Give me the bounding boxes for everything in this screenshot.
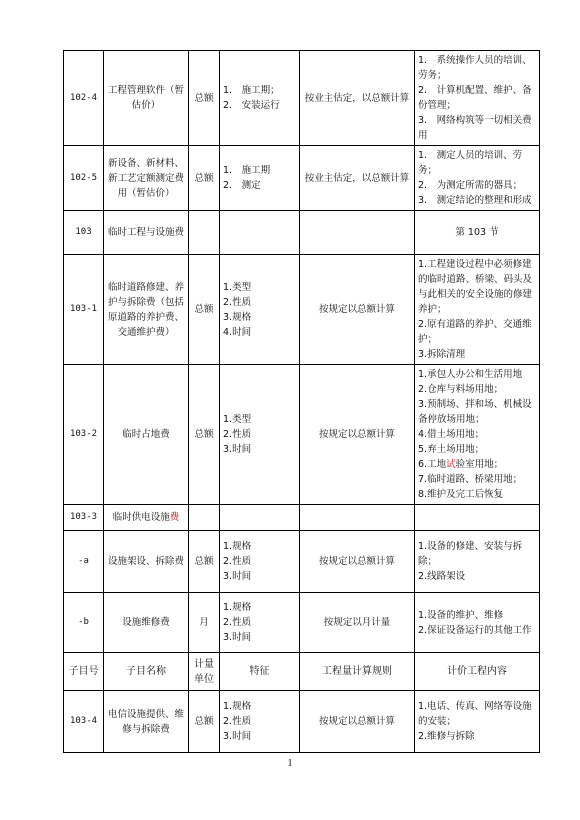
feature-item: 2.性质: [223, 429, 252, 440]
content-item: 1.承包人办公和生活用地: [418, 369, 523, 380]
item-features: [220, 365, 300, 505]
item-rule: 按规定以总额计算: [300, 365, 415, 505]
feature-item: 1.规格: [223, 541, 252, 552]
feature-item: 4.时间: [223, 326, 252, 338]
content-item: 4.借土场用地；: [418, 429, 485, 440]
item-name: 临时工程与设施费: [104, 211, 189, 255]
item-code: 102-4: [64, 51, 104, 146]
item-code: 103-3: [64, 505, 104, 531]
feature-item: 3.时间: [223, 444, 252, 455]
item-rule: 按规定以总额计算: [300, 691, 415, 753]
item-content: [415, 531, 540, 593]
item-rule: [300, 505, 415, 531]
item-content: [415, 691, 540, 753]
item-features: [220, 146, 300, 211]
highlighted-char: 试: [446, 459, 456, 470]
table-row: [64, 146, 540, 211]
page-number: 1: [287, 758, 293, 769]
content-item: 3.预制场、拌和场、机械设备停放场用地；: [418, 399, 532, 425]
content-item: 2. 为测定所需的器具；: [418, 180, 523, 191]
content-item: 3. 网络构筑等一切相关费用: [418, 115, 532, 141]
feature-item: 1.规格: [223, 602, 252, 613]
column-header-content: 计价工程内容: [415, 653, 540, 691]
column-header-rule: 工程量计算规则: [300, 653, 415, 691]
item-code: 102-5: [64, 146, 104, 211]
feature-item: 2. 测定: [223, 180, 261, 191]
item-unit: 总额: [189, 691, 220, 753]
item-content: [415, 593, 540, 653]
item-code: -b: [64, 593, 104, 653]
item-unit: 月: [189, 593, 220, 653]
item-content: [415, 505, 540, 531]
item-unit: 总额: [189, 146, 220, 211]
item-features: [220, 505, 300, 531]
item-code: -a: [64, 531, 104, 593]
content-item: 1.电话、传真、网络等设施的安装；: [418, 701, 532, 727]
content-item: 2.维修与拆除: [418, 731, 475, 742]
content-item: 3.拆除清理: [418, 349, 466, 360]
feature-item: 1.类型: [223, 414, 252, 425]
item-name: 临时占地费: [104, 365, 189, 505]
content-item: 1. 测定人员的培训、劳务；: [418, 150, 523, 176]
bill-of-quantities-table: [63, 50, 540, 753]
column-header-features: 特征: [220, 653, 300, 691]
item-rule: 按规定以总额计算: [300, 531, 415, 593]
item-features: [220, 51, 300, 146]
item-features: [220, 211, 300, 255]
content-item: 2.仓库与料场用地；: [418, 384, 504, 395]
content-item: 7.临时道路、桥梁用地；: [418, 474, 523, 485]
column-header-row: [64, 653, 540, 691]
feature-item: 3.时间: [223, 632, 252, 643]
column-header-name: 子目名称: [104, 653, 189, 691]
item-name: 电信设施提供、维修与拆除费: [104, 691, 189, 753]
item-unit: [189, 505, 220, 531]
feature-item: 1. 施工期；: [223, 85, 280, 96]
column-header-code: 子目号: [64, 653, 104, 691]
feature-item: 2. 安装运行: [223, 100, 280, 111]
content-item: 5.弃土场用地；: [418, 444, 485, 455]
item-content: [415, 255, 540, 365]
item-name: 临时道路修建、养护与拆除费（包括原道路的养护费、交通维护费）: [104, 255, 189, 365]
item-name: 工程管理软件（暂估价）: [104, 51, 189, 146]
table-row: [64, 593, 540, 653]
content-item: 1. 系统操作人员的培训、劳务；: [418, 55, 532, 81]
item-code: 103-4: [64, 691, 104, 753]
table-row: [64, 255, 540, 365]
item-rule: [300, 211, 415, 255]
item-content: [415, 51, 540, 146]
feature-item: 3.时间: [223, 571, 252, 582]
feature-item: 1.类型: [223, 281, 252, 293]
item-code: 103-1: [64, 255, 104, 365]
item-content: [415, 146, 540, 211]
highlighted-char: 费: [169, 512, 180, 523]
feature-item: 3.时间: [223, 731, 252, 742]
item-name: 临时供电设施费: [104, 505, 189, 531]
section-reference: 第 103 节: [415, 211, 540, 255]
feature-item: 2.性质: [223, 716, 252, 727]
item-rule: 按规定以总额计算: [300, 255, 415, 365]
content-item: 8.维护及完工后恢复: [418, 489, 504, 500]
item-unit: 总额: [189, 531, 220, 593]
content-item: 2.原有道路的养护、交通维护；: [418, 319, 532, 345]
item-features: [220, 531, 300, 593]
content-item: 2. 计算机配置、维护、备份管理；: [418, 85, 532, 111]
item-rule: 按规定以月计量: [300, 593, 415, 653]
feature-item: 1. 施工期: [223, 165, 271, 176]
item-features: [220, 593, 300, 653]
feature-item: 2.性质: [223, 617, 252, 628]
table-row: [64, 51, 540, 146]
item-name: 新设备、新材料、新工艺定额测定费用（暂估价）: [104, 146, 189, 211]
item-unit: 总额: [189, 365, 220, 505]
column-header-unit: 计量单位: [189, 653, 220, 691]
table-row: [64, 505, 540, 531]
table-row: [64, 365, 540, 505]
feature-item: 2.性质: [223, 556, 252, 567]
table-row: [64, 211, 540, 255]
item-unit: 总额: [189, 255, 220, 365]
feature-item: 1.规格: [223, 701, 252, 712]
item-name: 设施维修费: [104, 593, 189, 653]
item-content: [415, 365, 540, 505]
item-features: [220, 691, 300, 753]
table-row: [64, 691, 540, 753]
item-name: 设施架设、拆除费: [104, 531, 189, 593]
content-item: 1.设备的维护、维修: [418, 609, 504, 621]
item-features: [220, 255, 300, 365]
content-item: 1.工程建设过程中必须修建的临时道路、桥梁、码头及与此相关的安全设施的修建养护；: [418, 259, 533, 315]
feature-item: 3.规格: [223, 311, 252, 323]
content-item: 2.保证设备运行的其他工作: [418, 624, 532, 636]
content-item: 3. 测定结论的整理和形成: [418, 195, 532, 206]
feature-item: 2.性质: [223, 296, 252, 308]
item-rule: 按业主估定，以总额计算: [300, 146, 415, 211]
content-item: 1.设备的修建、安装与拆除；: [418, 541, 523, 567]
item-unit: 总额: [189, 51, 220, 146]
item-code: 103: [64, 211, 104, 255]
item-code: 103-2: [64, 365, 104, 505]
item-rule: 按业主估定，以总额计算: [300, 51, 415, 146]
item-unit: [189, 211, 220, 255]
table-row: [64, 531, 540, 593]
content-item: 2.线路架设: [418, 571, 466, 582]
content-item: 6.工地试验室用地；: [418, 459, 504, 470]
